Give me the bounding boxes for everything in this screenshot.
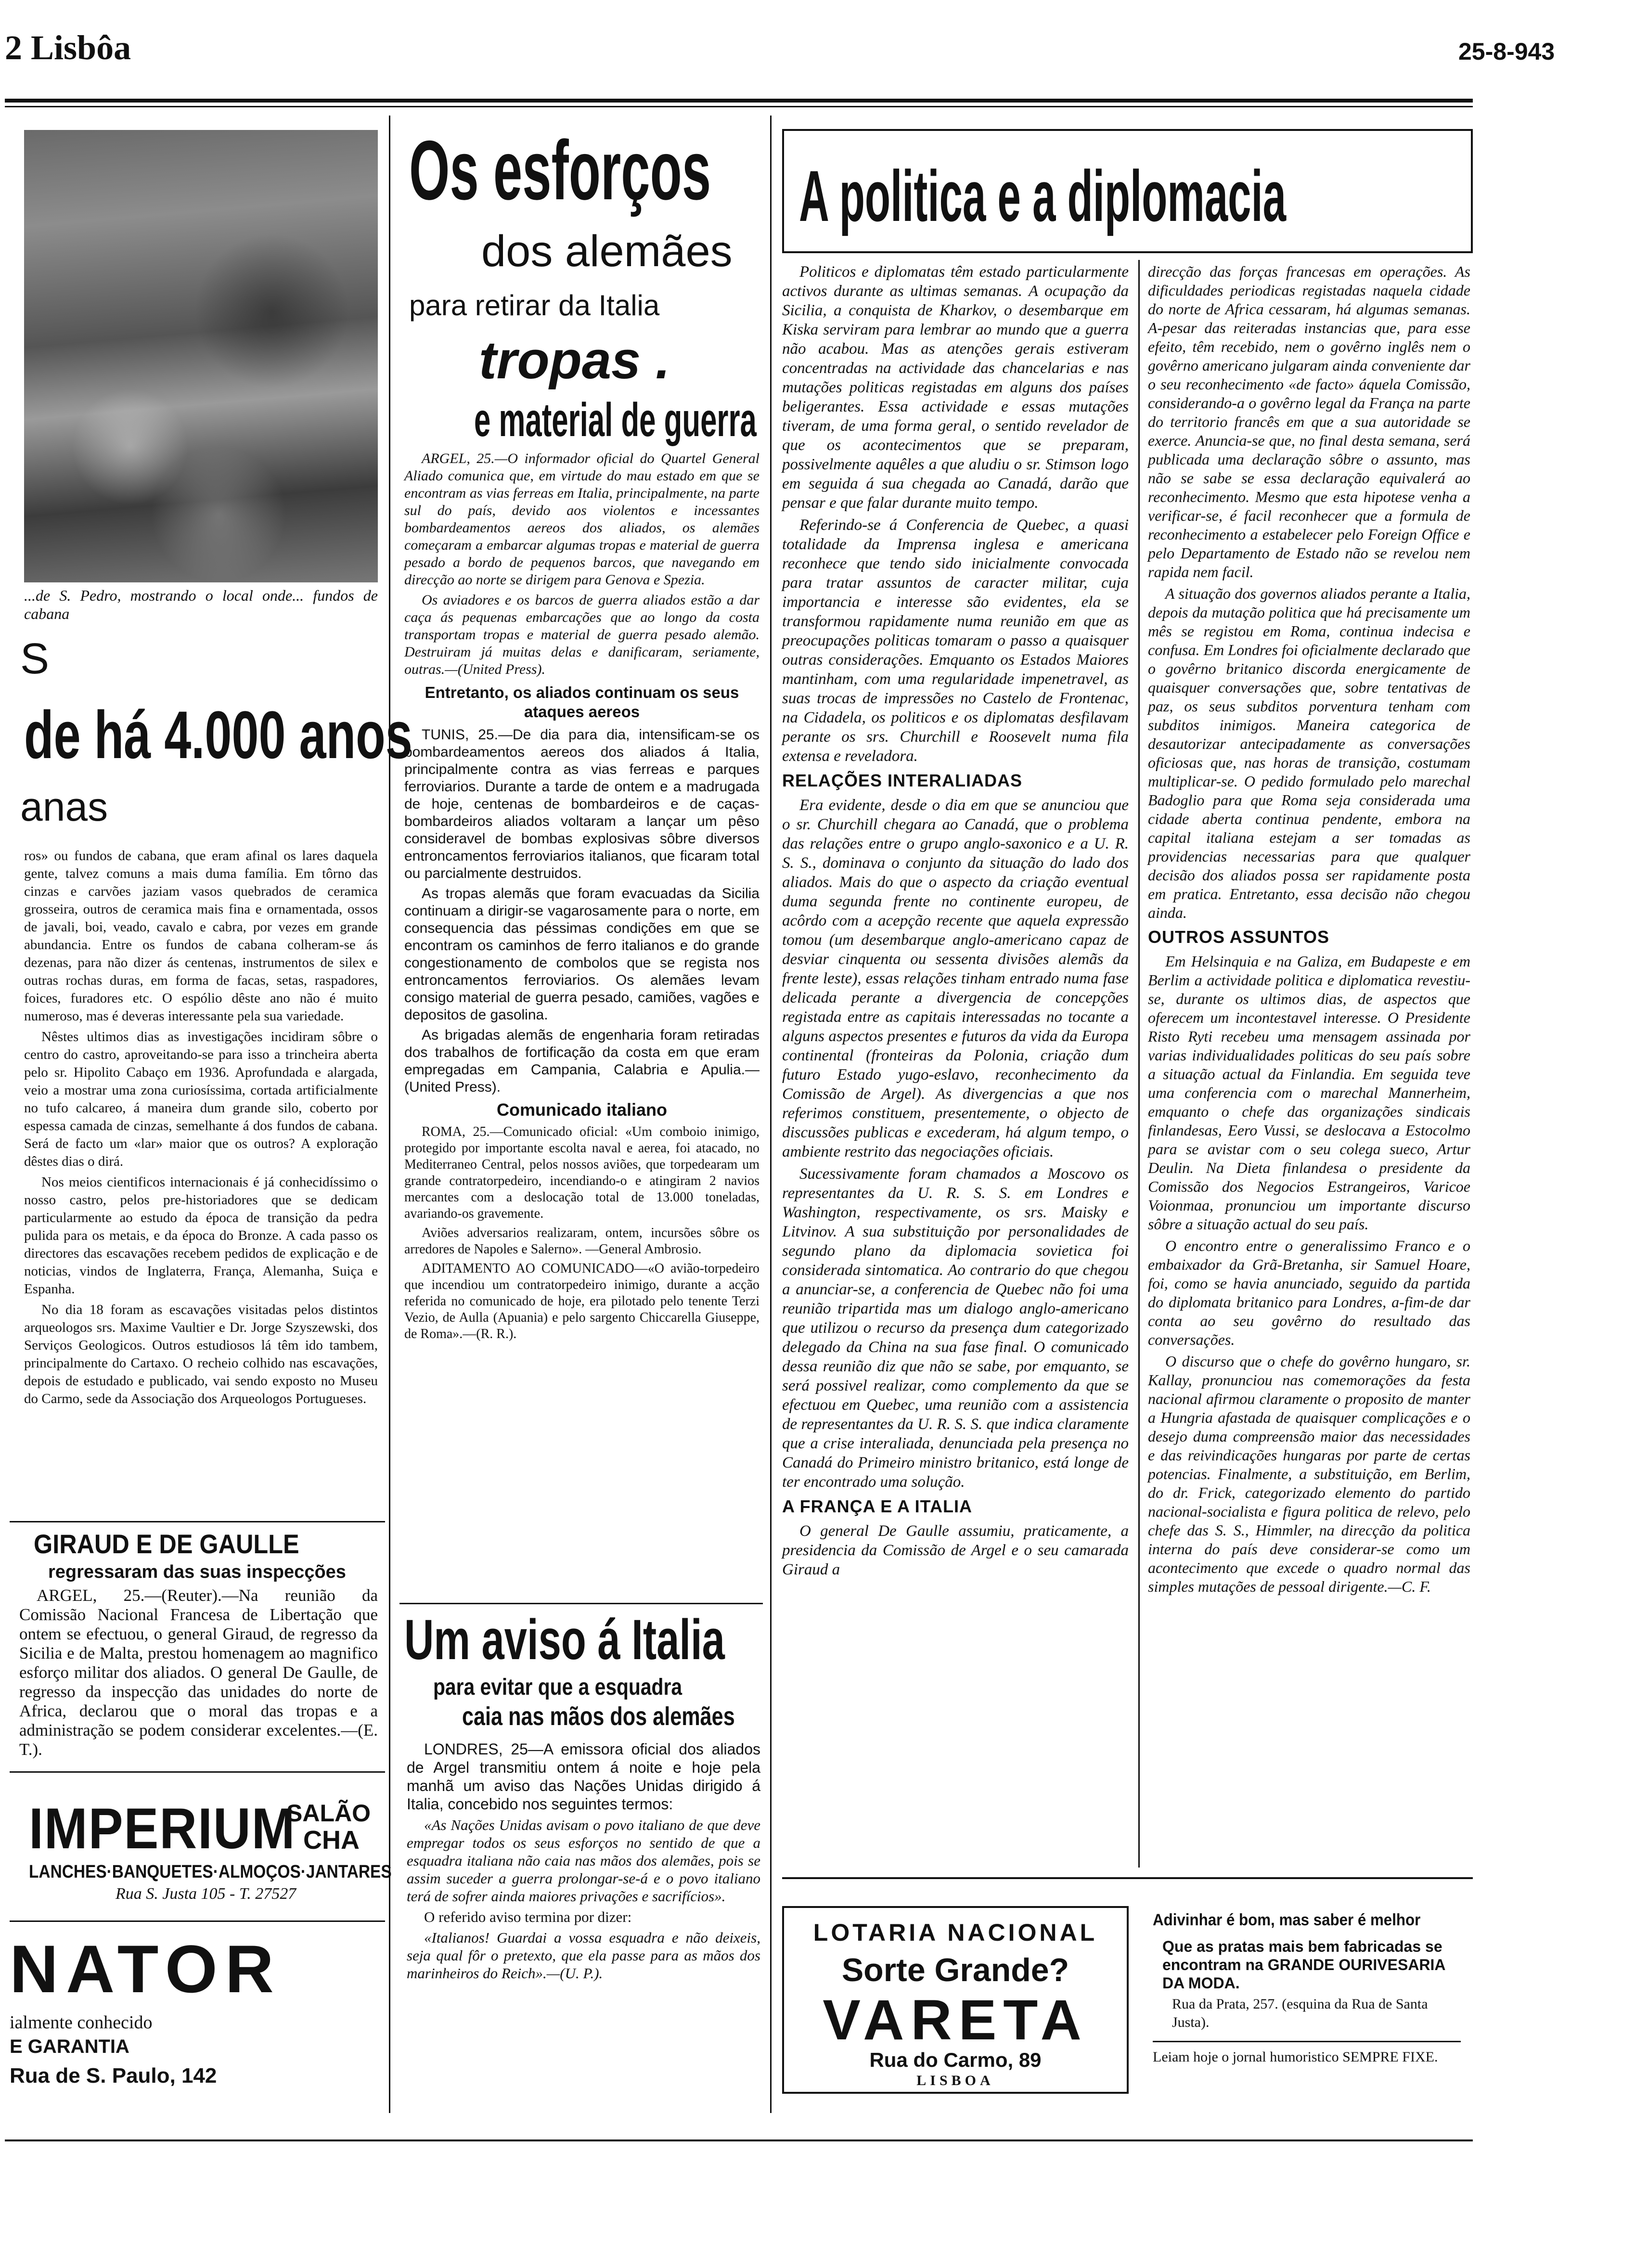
right-headline: A politica e a diplomacia <box>799 155 1287 236</box>
top-rule-thick <box>5 99 1473 103</box>
right-column-divider <box>1138 260 1140 1868</box>
imperium-name: IMPERIUM <box>29 1796 296 1861</box>
nator-line2: E GARANTIA <box>10 2036 129 2057</box>
outros-title: OUTROS ASSUNTOS <box>1148 927 1330 947</box>
nator-line1: ialmente conhecido <box>10 2012 153 2033</box>
middle-headline-5: e material de guerra <box>474 393 757 446</box>
comunicado-paragraph: Aviões adversarios realizaram, ontem, incursões sôbre os arredores de Napoles e Salerno». —General Ambrosio. <box>404 1225 760 1257</box>
archaeology-photo <box>24 130 378 582</box>
imperium-salao: SALÃO <box>286 1800 371 1827</box>
page-date: 25-8-943 <box>1458 38 1555 65</box>
right-paragraph: Referindo-se á Conferencia de Quebec, a quasi totalidade da Imprensa inglesa e americana reconhece que tendo sido inicialmente convocada para tratar assuntos de caracter militar, cuja importancia e interesse são evidentes, ela se transformou rapidamente numa reunião em que as preocupações politicas tomaram o passo a quaisquer outras considerações. Emquanto os Estados Maiores mantinham, com uma regularidade impenetravel, as suas trocas de impressões no Castelo de Frontenac, na Cidadela, os politicos e os diplomatas desfilavam perante os srs. Churchill e Roosevelt numa fila extensa e reveladora. <box>782 516 1129 765</box>
middle-subtitle: Entretanto, os aliados continuam os seus ataques aereos <box>425 683 739 721</box>
middle-paragraph: TUNIS, 25.—De dia para dia, intensificam-se os bombardeamentos aereos dos aliados á Italia, principalmente contra as vias ferreas e parques ferroviarios. Durante a tarde de ontem e a madrugada de hoje, centenas de bombardeiros e de caças-bombardeiros aliados voltaram a lançar um pêso consideravel de bombas explosivas sôbre diversos entroncamentos ferroviarios italianos, que ficaram total ou parcialmente destruidos. <box>404 727 760 881</box>
left-headline: de há 4.000 anos <box>24 697 412 773</box>
comunicado-title: Comunicado italiano <box>496 1100 668 1120</box>
aviso-paragraph: «Italianos! Guardai a vossa esquadra e não deixeis, seja qual fôr o pretexto, que ela passe para as mãos dos marinheiros do Reich».—(U. P.). <box>407 1929 760 1982</box>
comunicado-paragraph: ROMA, 25.—Comunicado oficial: «Um comboio inimigo, protegido por importante escolta naval e aerea, foi atacado, no Mediterraneo Central, pelos nossos aviões, que torpedearam um grande contratorpedeiro, incendiando-o e atingiram 2 navios mercantes com a deslocação total de 13.000 toneladas, avariando-os gravemente. <box>404 1124 760 1221</box>
outros-paragraph: O encontro entre o generalissimo Franco e o embaixador da Grã-Bretanha, sir Samuel Hoare, foi, como se havia anunciado, seguido da partida do diplomata britanico para Londres, a-fim-de dar conta ao seu govêrno do resultado das conversações. <box>1148 1237 1470 1348</box>
middle-paragraph: As tropas alemãs que foram evacuadas da Sicilia continuam a dirigir-se vagarosamente para o norte, em consequencia das péssimas condições em que se encontram os caminhos de ferro italianos e do grande congestionamento de combolos que se regista nos entroncamentos ferroviarios. Os alemães levam consigo material de guerra pesado, camiões, vagões e depositos de gasolina. <box>404 886 760 1023</box>
comunicado-paragraph: ADITAMENTO AO COMUNICADO—«O avião-torpedeiro que incendiou um contratorpedeiro inimigo, durante a acção referida no comunicado de hoje, era pilotado pelo tenente Terzi Vezio, de Aulla (Apuania) e pelo sargento Chiccarella Giuseppe, de Roma».—(R. R.). <box>404 1261 760 1341</box>
right-col-2 <box>1148 262 1470 1599</box>
lotaria-line4: Rua do Carmo, 89 <box>869 2049 1042 2071</box>
giraud-title: GIRAUD E DE GAULLE <box>34 1529 299 1559</box>
right-paragraph: Politicos e diplomatas têm estado particularmente activos durante as ultimas semanas. A ocupação da Sicilia, a conquista de Kharkov, o desembarque em Kiska serviram para lembrar ao mundo que a guerra não acabou. Mas as atenções gerais estiveram concentradas na actividade das chancelarias e nas mutações politicas registadas em alguns dos países beligerantes. Essa actividade e essas mutações tiveram, de uma forma geral, o sentido revelador de que os acontecimentos que se preparam, possivelmente aquêles a que aludiu o sr. Stimson logo em seguida á sua chegada ao Canadá, darão que pensar e que falar durante muito tempo. <box>782 263 1129 512</box>
right-paragraph: direcção das forças francesas em operações. As dificuldades periodicas registadas naquela cidade do norte de Africa cessaram, há algumas semanas. A-pesar das reiteradas instancias que, para esse efeito, têm recebido, nem o govêrno inglês nem o govêrno americano julgaram ainda conveniente dar o seu reconhecimento «de facto» áquela Comissão, considerando-a o govêrno legal da França na parte do territorio francês em que a sua autoridade se exerce. Anuncia-se que, no final desta semana, será publicada uma declaração sôbre o assunto, mas não se sabe se essa declaração equivalerá ao reconhecimento. Mesmo que esta hipotese venha a verificar-se, é facil reconhecer que a formula de reconhecimento a estabelecer pelo Foreign Office e pelo Departamento de Estado não se revelou nem rapida nem facil. <box>1148 263 1470 580</box>
bottom-rule <box>5 2139 1473 2141</box>
right-bottom-rule <box>782 1877 1473 1879</box>
lotaria-line3: VARETA <box>823 1988 1088 2052</box>
aviso-title: Um aviso á Italia <box>404 1608 725 1672</box>
left-separator-3 <box>10 1920 385 1922</box>
aviso-subtitle-2: caia nas mãos dos alemães <box>462 1702 735 1731</box>
left-separator-2 <box>10 1771 385 1773</box>
imperium-cha: CHA <box>303 1826 360 1855</box>
giraud-subtitle: regressaram das suas inspecções <box>48 1562 346 1582</box>
adivinhar-address: Rua da Prata, 257. (esquina da Rua de Santa Justa). <box>1172 1996 1428 2030</box>
nator-address: Rua de S. Paulo, 142 <box>10 2064 217 2088</box>
right-paragraph: A situação dos governos aliados perante a Italia, depois da mutação politica que há precisamente um mês se registou em Roma, continua indecisa e confusa. Em Londres foi oficialmente declarado que o govêrno britanico discorda energicamente de quaisquer conversações que, sobre tentativas de paz, os seus subditos porventura tenham com subditos inimigos. Maneira categorica de desautorizar antecipadamente as conversações oficiosas que, nas horas de transição, costumam multiplicar-se. O pedido formulado pelo marechal Badoglio para que Roma seja considerada uma cidade aberta continua pendente, embora na capital italiana estejam a ser tomadas as providencias necessarias para que qualquer decisão dos aliados possa ser rapidamente posta em pratica. Entretanto, essa decisão não chegou ainda. <box>1148 585 1470 921</box>
adivinhar-ad <box>1143 1911 1470 2103</box>
lotaria-line5: LISBOA <box>916 2073 994 2088</box>
franca-paragraph: O general De Gaulle assumiu, praticamente, a presidencia da Comissão de Argel e o seu camarada Giraud a <box>782 1522 1129 1578</box>
imperium-services: LANCHES·BANQUETES·ALMOÇOS·JANTARES <box>29 1862 392 1882</box>
relacoes-title: RELAÇÕES INTERALIADAS <box>782 771 1023 790</box>
lotaria-ad <box>782 1906 1129 2094</box>
photo-caption: ...de S. Pedro, mostrando o local onde... fundos de cabana <box>24 587 378 622</box>
nator-ad <box>5 1930 385 2094</box>
adivinhar-title: Adivinhar é bom, mas saber é melhor <box>1153 1911 1421 1929</box>
middle-paragraph: Os aviadores e os barcos de guerra aliados estão a dar caça ás pequenas embarcações que ao longo da costa transportam tropas e material de guerra pesado alemão. Destruiram já muitas delas e danificaram, seriamente, outras.—(United Press). <box>404 592 760 677</box>
left-paragraph: ros» ou fundos de cabana, que eram afinal os lares daquela gente, talvez comuns a mais duma família. Em tôrno das cinzas e carvões jaziam vasos quebrados de ceramica grosseira, outros de ceramica mais fina e ornamentada, ossos de javali, boi, veado, cavalo e cabra, por vezes em grande abundancia. Entre os fundos de cabana colheram-se ás dezenas, para não dizer ás centenas, instrumentos de silex e outras rochas duras, em forma de facas, setas, raspadores, foices, furadores etc. O espólio dêste ano não é muito numeroso, mas é deveras interessante pela sua variedade. <box>24 848 378 1024</box>
lotaria-line2: Sorte Grande? <box>841 1952 1069 1988</box>
right-col-1 <box>782 262 1129 1582</box>
middle-headline-1: Os esforços <box>409 124 711 218</box>
adivinhar-rule <box>1153 2041 1461 2042</box>
adivinhar-body: Que as pratas mais bem fabricadas se encontram na GRANDE OURIVESARIA DA MODA. <box>1162 1938 1445 1992</box>
aviso-paragraph: «As Nações Unidas avisam o povo italiano de que deve empregar todos os seus esforços no sentido de que a esquadra italiana não caia nas mãos dos alemães, pois se assim suceder a guerra prolongar-se-á e o povo italiano terá de sofrer ainda maiores privações e sacrifícios». <box>407 1817 760 1905</box>
outros-paragraph: O discurso que o chefe do govêrno hungaro, sr. Kallay, pronunciou nas comemorações da festa nacional afirmou claramente o proposito de manter a Hungria afastada de quaisquer complicações e o desejo duma compreensão maior das necessidades e das reivindicações hungaras por parte de certas potencias. Finalmente, a substituição, em Berlim, do dr. Frick, categorizado elemento do partido nacional-socialista e figura politica de relevo, pelo chefe das S. S., Himmler, na direcção da politica interna do país deve considerar-se como um acontecimento que excede o quadro normal das simples mutações de pessoal dirigente.—C. F. <box>1148 1353 1470 1595</box>
headline-fragment: S <box>20 635 50 683</box>
aviso-paragraph: LONDRES, 25—A emissora oficial dos aliados de Argel transmitiu ontem á noite e hoje pela manhã um aviso das Nações Unidas dirigido á Italia, concebido nos seguintes termos: <box>407 1740 760 1813</box>
top-rule-thin <box>5 106 1473 107</box>
middle-headline-2: dos alemães <box>481 227 733 276</box>
left-paragraph: No dia 18 foram as escavações visitadas pelos distintos arqueologos srs. Maxime Vaultier e Dr. Jorge Szyszewski, dos Serviços Geologicos. Outros estudiosos lá têm ido tambem, principalmente do Cartaxo. O recheio colhido nas escavações, depois de estudado e publicado, vai sendo exposto no Museu do Carmo, sede da Associação dos Arqueologos Portugueses. <box>24 1302 378 1406</box>
left-paragraph: Nêstes ultimos dias as investigações incidiram sôbre o centro do castro, aproveitando-se para isso a trincheira aberta pelo sr. Hipolito Cabaço em 1936. Aprofundada e alargada, veio a mostrar uma zona curiosíssima, cortada artificialmente no tufo calcareo, á maneira dum grande silo, coberto por espessa camada de cinzas, semelhante á dos fundos de cabana. Será de facto um «lar» maior que os outros? A exploração dêstes dias o dirá. <box>24 1029 378 1169</box>
page-masthead-left: 2 Lisbôa <box>5 28 131 67</box>
imperium-ad <box>14 1791 392 1906</box>
middle-headline-3: para retirar da Italia <box>409 289 660 322</box>
middle-paragraph: ARGEL, 25.—O informador oficial do Quartel General Aliado comunica que, em virtude do mau estado em que se encontram as vias ferreas em Italia, principalmente, na parte sul do país, devido aos violentos e incessantes bombardeamentos aereos dos aliados, os alemães começaram a embarcar algumas tropas e material de guerra pesado a bordo de pequenos barcos, que navegando em direcção ao norte se dirigem para Genova e Spezia. <box>404 451 760 588</box>
nator-name: NATOR <box>10 1931 282 2007</box>
middle-paragraph: As brigadas alemãs de engenharia foram retiradas dos trabalhos de fortificação da costa em que eram empregadas em Campania, Calabria e Apulia.—(United Press). <box>404 1027 760 1095</box>
franca-title: A FRANÇA E A ITALIA <box>782 1496 972 1516</box>
column-divider-2 <box>770 116 772 2113</box>
left-subheadline: anas <box>20 784 108 829</box>
left-paragraph: Nos meios cientificos internacionais é já conhecidíssimo o nosso castro, pelos pre-historiadores que se dedicam particularmente ao estudo da época de transição da pedra pulida para os metais, e da época do Bronze. A cada passo os directores das escavações recebem pedidos de explicação e de noticias, vindos de Inglaterra, França, Alemanha, Suiça e Espanha. <box>24 1174 378 1297</box>
column-divider-1 <box>389 116 390 2113</box>
outros-paragraph: Em Helsinquia e na Galiza, em Budapeste e em Berlim a actividade politica e diplomatica revestiu-se, durante os ultimos dias, de aspectos que oferecem um incontestavel interesse. O Presidente Risto Ryti recebeu uma mensagem assinada por varias individualidades politicas do seu país sobre a situação actual da Finlandia. Em seguida teve uma conferencia com o marechal Mannerheim, emquanto o chefe das organizações sindicais finlandesas, Eero Vussi, se deslocava a Estocolmo para se avistar com o seu colega sueco, Artur Deulin. Na Dieta finlandesa o presidente da Comissão dos Negocios Estrangeiros, Varicoe Voionmaa, pronunciou um importante discurso sôbre a situação actual do seu país. <box>1148 953 1470 1233</box>
middle-headline-4: tropas . <box>479 331 670 390</box>
middle-separator <box>399 1603 763 1604</box>
left-article-body <box>24 847 378 1411</box>
adivinhar-footer: Leiam hoje o jornal humoristico SEMPRE FIXE. <box>1153 2049 1438 2065</box>
imperium-address: Rua S. Justa 105 - T. 27527 <box>116 1885 296 1903</box>
relacoes-paragraph: Sucessivamente foram chamados a Moscovo os representantes da U. R. S. S. em Londres e Washington, respectivamente, os srs. Maisky e Litvinov. A sua substituição por personalidades de segundo plano da diplomacia sovietica foi considerada sintomatica. Ao contrario do que chegou a anunciar-se, a conferencia de Quebec não foi uma reunião tripartida mas um dialogo anglo-americano que utilizou o recurso da presença dum categorizado delegado da China na sua fase final. O comunicado dessa reunião diz que não se sabe, por emquanto, se será possivel realizar, como complemento da que se efectuou em Quebec, uma reunião com a assistencia de representantes da U. R. S. S. que indica claramente que a crise interaliada, denunciada pela presença no Canadá do Primeiro ministro britanico, está longe de ter encontrado uma solução. <box>782 1165 1129 1491</box>
aviso-body <box>407 1740 760 1985</box>
middle-article-body <box>404 450 760 1345</box>
giraud-text: ARGEL, 25.—(Reuter).—Na reunião da Comissão Nacional Francesa de Libertação que ontem se efectuou, o general Giraud, de regresso da Sicilia e de Malta, prestou homenagem ao magnifico esforço militar dos aliados. O general De Gaulle, de regresso da inspecção das unidades do norte de Africa, declarou que o moral das tropas e a administração se podem considerar excelentes.—(E. T.). <box>19 1586 378 1759</box>
aviso-paragraph: O referido aviso termina por dizer: <box>424 1908 632 1925</box>
relacoes-paragraph: Era evidente, desde o dia em que se anunciou que o sr. Churchill chegara ao Canadá, que o problema das relações entre o grupo anglo-saxonico e a U. R. S. S., dominava o conjunto da situação do lado dos aliados. Mais do que o aspecto da criação eventual duma segunda frente no continente europeu, de acôrdo com a acepção recente que aquela expressão tomou (um desembarque anglo-americano capaz de desviar cinquenta ou sessenta divisões alemãs da frente leste), essas relações tinham entrado numa fase delicada perante a divergencia de concepções registada entre as capitais interessadas no tocante a alguns aspectos presentes e futuros da vida da Europa continental (fronteiras da Polonia, criação dum futuro Estado yugo-eslavo, reconhecimento da Comissão de Argel). As divergencias a que nos referimos constituem, presentemente, o objecto de discussões publicas e excederam, há algum tempo, o ambiente restrito das negociações oficiais. <box>782 797 1129 1160</box>
left-separator <box>10 1521 385 1522</box>
lotaria-line1: LOTARIA NACIONAL <box>813 1919 1098 1946</box>
aviso-subtitle-1: para evitar que a esquadra <box>433 1675 682 1700</box>
